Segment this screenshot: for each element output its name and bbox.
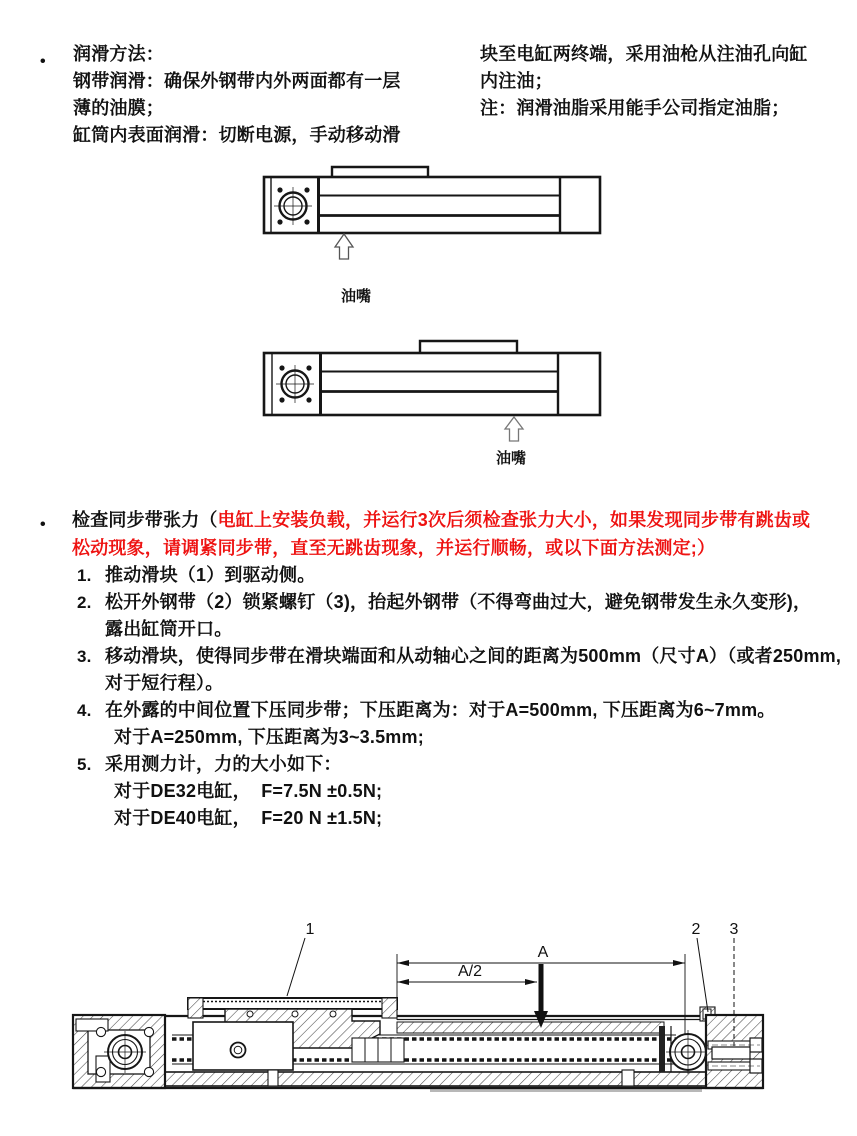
- callout-3-label: 3: [729, 921, 739, 938]
- list-item: [77, 589, 841, 616]
- list-item: [77, 562, 841, 589]
- dimension-a-half-label: A/2: [457, 963, 483, 980]
- step-text: 松开外钢带（2）锁紧螺钉（3)，抬起外钢带（不得弯曲过大，避免钢带发生永久变形)，: [105, 592, 812, 612]
- step-number: 4.: [77, 701, 92, 720]
- step-text: 对于短行程）。: [105, 673, 224, 693]
- lubrication-line: 润滑方法：: [73, 44, 164, 64]
- cylinder-outline: [264, 341, 600, 415]
- tension-heading: [72, 507, 810, 562]
- tension-heading-red2: 松动现象，请调紧同步带，直至无跳齿现象，并运行顺畅，或以下面方法测定;）: [72, 537, 716, 558]
- step-number: 5.: [77, 755, 92, 774]
- tension-steps-list: [77, 562, 841, 832]
- list-item: [77, 643, 841, 670]
- list-item-continuation: [77, 778, 841, 805]
- lubrication-right-column: [480, 41, 808, 122]
- lubrication-line: 内注油；: [480, 71, 553, 91]
- dimension-a-label: A: [537, 944, 549, 961]
- lubrication-line: 块至电缸两终端，采用油枪从注油孔向缸: [480, 44, 808, 64]
- bullet-dot: •: [40, 53, 46, 70]
- step-text: 在外露的中间位置下压同步带；下压距离为：对于A=500mm, 下压距离为6~7mm。: [105, 700, 776, 720]
- step-text: 对于DE32电缸， F=7.5N ±0.5N;: [114, 781, 383, 801]
- cylinder-outline: [264, 167, 600, 233]
- lubrication-line: 钢带润滑：确保外钢带内外两面都有一层: [73, 71, 401, 91]
- step-text: 采用测力计，力的大小如下：: [105, 754, 342, 774]
- oil-nozzle-label: 油嘴: [495, 450, 527, 467]
- step-text: 推动滑块（1）到驱动侧。: [105, 565, 316, 585]
- callout-2-label: 2: [691, 921, 701, 938]
- lubrication-line: 薄的油膜；: [73, 98, 164, 118]
- figure-cylinder-nozzle-right: [255, 330, 615, 470]
- step-text: 露出缸筒开口。: [105, 619, 233, 639]
- step-number: 3.: [77, 647, 92, 666]
- list-item-continuation: [77, 616, 841, 643]
- figure-cross-section-drawing: [60, 905, 800, 1120]
- oil-nozzle-arrow-icon: [335, 234, 353, 259]
- list-item-continuation: [77, 670, 841, 697]
- step-number: 1.: [77, 566, 92, 585]
- list-item-continuation: [77, 805, 841, 832]
- list-item: [77, 697, 841, 724]
- list-item-continuation: [77, 724, 841, 751]
- oil-nozzle-label: 油嘴: [340, 288, 372, 305]
- list-item: [77, 751, 841, 778]
- step-text: 对于DE40电缸， F=20 N ±1.5N;: [114, 808, 383, 828]
- step-text: 对于A=250mm, 下压距离为3~3.5mm;: [114, 727, 424, 747]
- tension-heading-black: 检查同步带张力（: [72, 510, 218, 530]
- figure-cylinder-nozzle-left: [255, 158, 615, 308]
- lubrication-left-column: [73, 41, 401, 149]
- tension-heading-line1: [72, 507, 810, 535]
- callout-1-label: 1: [305, 921, 315, 938]
- lubrication-line: 注：润滑油脂采用能手公司指定油脂；: [480, 98, 790, 118]
- step-text: 移动滑块，使得同步带在滑块端面和从动轴心之间的距离为500mm（尺寸A）（或者250mm,: [105, 646, 842, 666]
- oil-nozzle-arrow-icon: [505, 417, 523, 441]
- cylinder-section-body: [73, 998, 763, 1092]
- step-number: 2.: [77, 593, 92, 612]
- bullet-dot: •: [40, 516, 46, 533]
- tension-heading-red1: 电缸上安装负载，并运行3次后须检查张力大小，如果发现同步带有跳齿或: [217, 510, 811, 530]
- lubrication-line: 缸筒内表面润滑：切断电源，手动移动滑: [73, 125, 401, 145]
